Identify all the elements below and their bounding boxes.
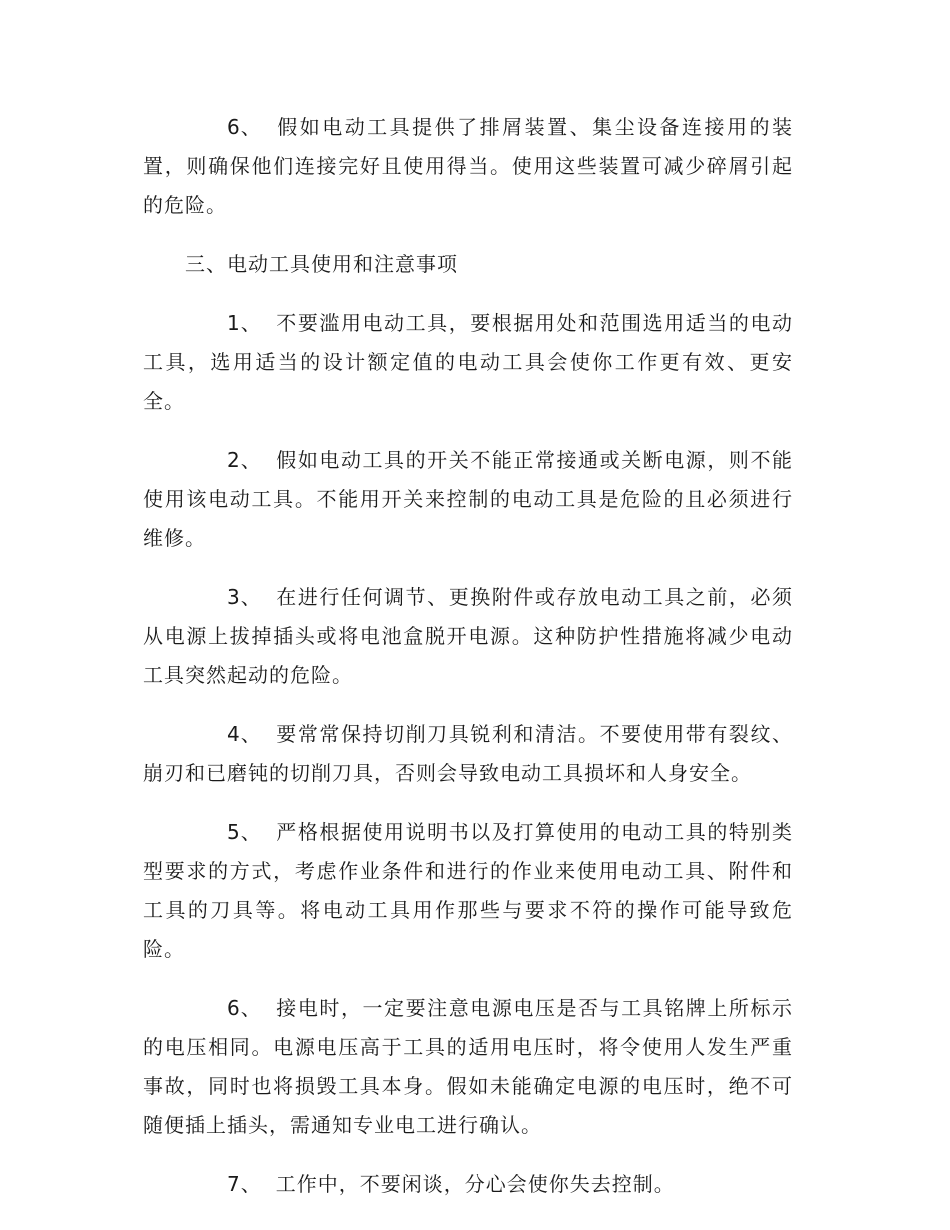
item-number: 6、 <box>227 996 262 1020</box>
item-number: 1、 <box>227 311 262 335</box>
paragraph-text: 要常常保持切削刀具锐利和清洁。不要使用带有裂纹、崩刃和已磨钝的切削刀具，否则会导致电动工具损坏和人身安全。 <box>143 722 793 785</box>
item-number: 7、 <box>227 1172 262 1196</box>
paragraph-item-6-dust <box>143 108 793 225</box>
item-number: 5、 <box>227 820 262 844</box>
paragraph-text: 假如电动工具提供了排屑装置、集尘设备连接用的装置，则确保他们连接完好且使用得当。使用这些装置可减少碎屑引起的危险。 <box>143 115 793 217</box>
paragraph-text: 假如电动工具的开关不能正常接通或关断电源，则不能使用该电动工具。不能用开关来控制的电动工具是危险的且必须进行维修。 <box>143 448 793 550</box>
paragraph-text: 不要滥用电动工具，要根据用处和范围选用适当的电动工具，选用适当的设计额定值的电动工具会使你工作更有效、更安全。 <box>143 311 793 413</box>
paragraph-item-4 <box>143 715 793 793</box>
paragraph-item-1 <box>143 304 793 421</box>
paragraph-text: 严格根据使用说明书以及打算使用的电动工具的特别类型要求的方式，考虑作业条件和进行的作业来使用电动工具、附件和工具的刀具等。将电动工具用作那些与要求不符的操作可能导致危险。 <box>143 820 793 961</box>
document-body <box>143 108 793 1224</box>
section-heading-text: 三、电动工具使用和注意事项 <box>185 252 458 276</box>
item-number: 4、 <box>227 722 262 746</box>
paragraph-text: 工作中，不要闲谈，分心会使你失去控制。 <box>275 1172 675 1196</box>
paragraph-item-7 <box>143 1165 793 1204</box>
paragraph-item-2 <box>143 441 793 558</box>
paragraph-text: 接电时，一定要注意电源电压是否与工具铭牌上所标示的电压相同。电源电压高于工具的适用电压时，将令使用人发生严重事故，同时也将损毁工具本身。假如未能确定电源的电压时，绝不可随便插上插头，需通知专业电工进行确认。 <box>143 996 793 1137</box>
paragraph-item-5 <box>143 813 793 969</box>
section-heading <box>143 245 793 284</box>
item-number: 2、 <box>227 448 262 472</box>
paragraph-item-3 <box>143 578 793 695</box>
item-number: 6、 <box>227 115 262 139</box>
paragraph-item-6-voltage <box>143 989 793 1145</box>
paragraph-text: 在进行任何调节、更换附件或存放电动工具之前，必须从电源上拔掉插头或将电池盒脱开电源。这种防护性措施将减少电动工具突然起动的危险。 <box>143 585 793 687</box>
item-number: 3、 <box>227 585 262 609</box>
